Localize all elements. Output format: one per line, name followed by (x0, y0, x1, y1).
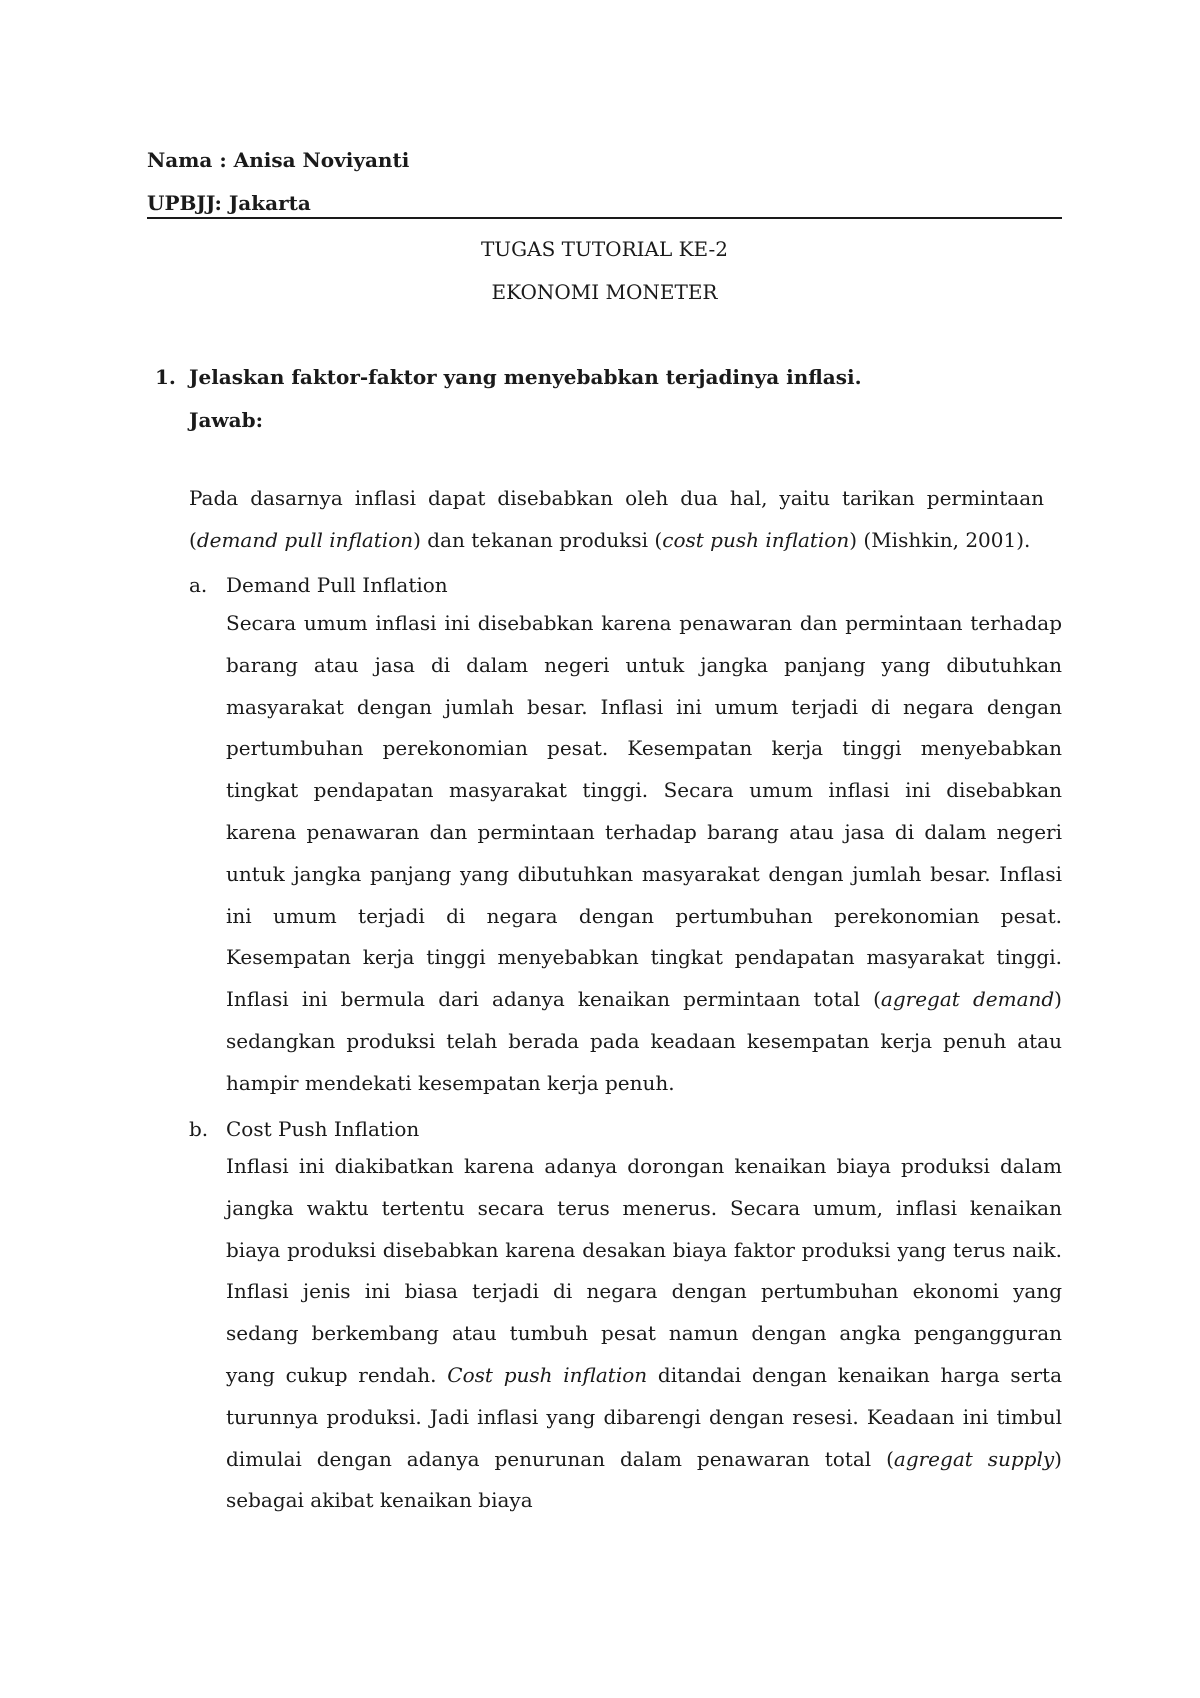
section-b-term-1: Cost push inflation (447, 1362, 648, 1387)
header-divider (147, 217, 1062, 219)
section-a-letter: a. (189, 573, 208, 597)
intro-paragraph (189, 478, 1044, 562)
document-title: TUGAS TUTORIAL KE-2 (480, 237, 729, 261)
intro-term-demand-pull: demand pull inflation (196, 527, 414, 552)
section-a-text-2: ) sedangkan produksi telah berada pada keadaan kesempatan kerja penuh atau hampir mendekati kesempatan kerja penuh. (226, 987, 1062, 1095)
section-a-text-1: Secara umum inflasi ini disebabkan karena penawaran dan permintaan terhadap barang atau jasa di dalam negeri untuk jangka panjang yang dibutuhkan masyarakat dengan jumlah besar. Inflasi ini umum terjadi di negara dengan pertumbuhan perekonomian pesat. Kesempatan kerja tinggi menyebabkan tingkat pendapatan masyarakat tinggi. Secara umum inflasi ini disebabkan karena penawaran dan permintaan terhadap barang atau jasa di dalam negeri untuk jangka panjang yang dibutuhkan masyarakat dengan jumlah besar. Inflasi ini umum terjadi di negara dengan pertumbuhan perekonomian pesat. Kesempatan kerja tinggi menyebabkan tingkat pendapatan masyarakat tinggi. Inflasi ini bermula dari adanya kenaikan permintaan total ( (226, 611, 1062, 1012)
section-b-letter: b. (189, 1117, 209, 1141)
intro-text-2: ) dan tekanan produksi ( (413, 527, 663, 552)
intro-text-1: Pada dasarnya inflasi dapat disebabkan oleh dua hal, yaitu tarikan permintaan ( (189, 486, 1044, 552)
intro-text-3: ) (Mishkin, 2001). (849, 527, 1031, 552)
section-b-term-2: agregat supply (893, 1446, 1055, 1471)
student-name: Nama : Anisa Noviyanti (147, 148, 410, 172)
section-b-text-3: ) sebagai akibat kenaikan biaya (226, 1446, 1062, 1513)
intro-term-cost-push: cost push inflation (662, 527, 850, 552)
document-subtitle: EKONOMI MONETER (491, 280, 718, 304)
student-upbjj: UPBJJ: Jakarta (147, 191, 311, 215)
section-b-text-1: Inflasi ini diakibatkan karena adanya dorongan kenaikan biaya produksi dalam jangka waktu tertentu secara terus menerus. Secara umum, inflasi kenaikan biaya produksi disebabkan karena desakan biaya faktor produksi yang terus naik. Inflasi jenis ini biasa terjadi di negara dengan pertumbuhan ekonomi yang sedang berkembang atau tumbuh pesat namun dengan angka pengangguran yang cukup rendah. (226, 1154, 1062, 1387)
section-b-title: Cost Push Inflation (226, 1117, 420, 1141)
answer-label: Jawab: (189, 408, 263, 432)
section-b-text-2: ditandai dengan kenaikan harga serta turunnya produksi. Jadi inflasi yang dibarengi dengan resesi. Keadaan ini timbul dimulai dengan adanya penurunan dalam penawaran total ( (226, 1362, 1063, 1471)
question-number: 1. (155, 365, 176, 389)
section-a-term: agregat demand (880, 987, 1055, 1012)
section-a-title: Demand Pull Inflation (226, 573, 448, 597)
question-text: Jelaskan faktor-faktor yang menyebabkan terjadinya inflasi. (189, 365, 862, 389)
section-a-paragraph (226, 603, 1062, 1105)
section-b-paragraph (226, 1146, 1062, 1522)
